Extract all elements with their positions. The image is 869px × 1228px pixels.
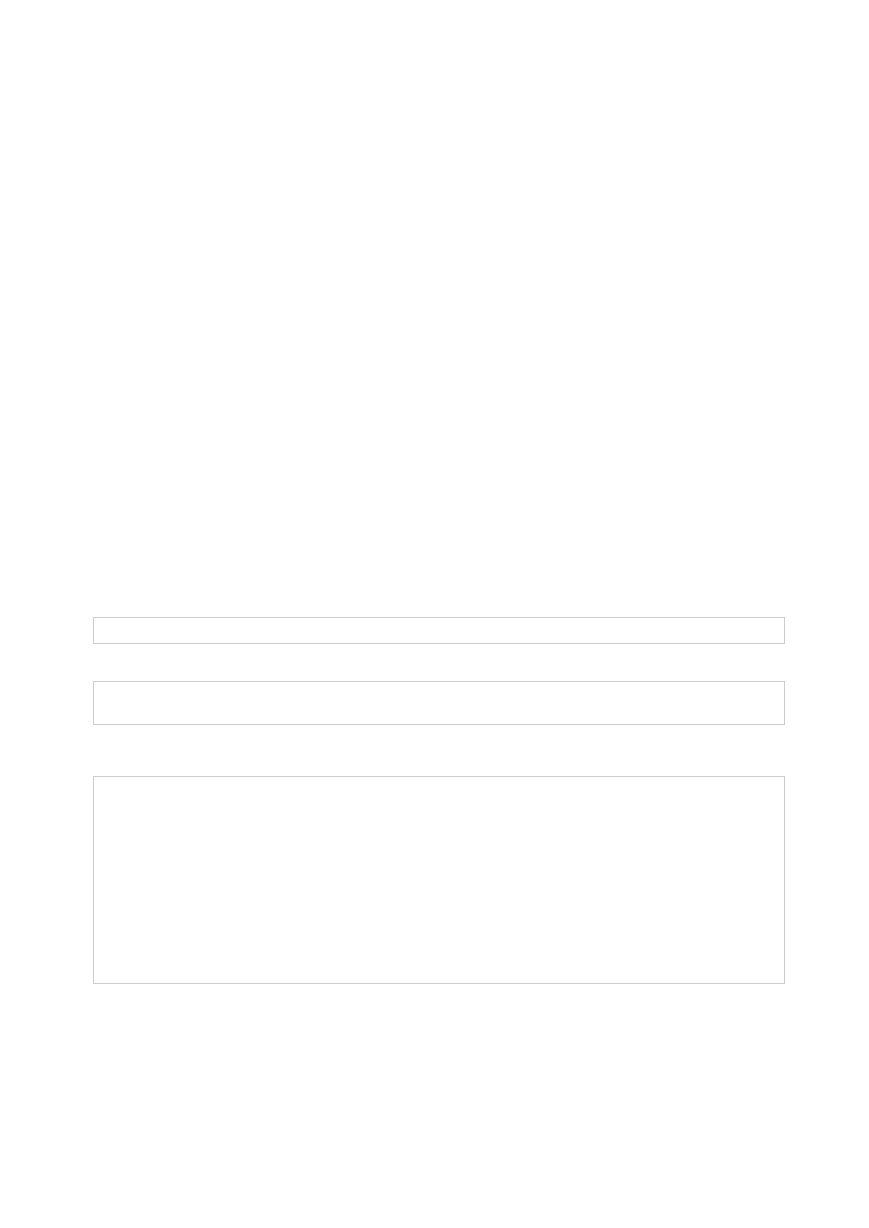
section-subtitle: [93, 581, 785, 599]
code-box-cd-sources: [93, 617, 785, 644]
gcc-title: [93, 1002, 785, 1020]
knowledge-title: [93, 726, 785, 744]
binutils-title: [93, 645, 785, 663]
code-label: [93, 663, 785, 681]
code-label: [93, 599, 785, 617]
code-label: [93, 760, 785, 776]
toolchain-section: [93, 563, 785, 1038]
code-box-binutils-build: [93, 776, 785, 984]
code-label: [93, 1020, 785, 1038]
code-box-tar-binutils: [93, 681, 785, 725]
section-title: [93, 563, 785, 581]
